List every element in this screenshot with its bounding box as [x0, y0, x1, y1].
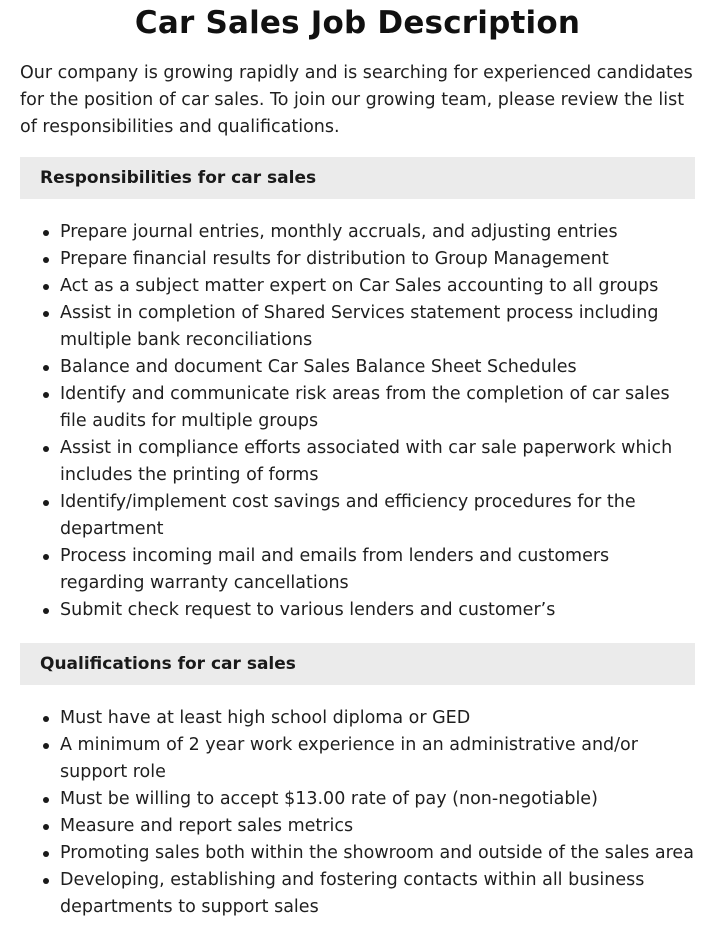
bullet-icon [43, 851, 49, 857]
bullet-icon [43, 500, 49, 506]
bullet-icon [43, 365, 49, 371]
intro-paragraph: Our company is growing rapidly and is searching for experienced candidates for the position of car sales. To join our growing team, please review the list of responsibilities and qualifications. [20, 63, 693, 137]
list-item-text: Balance and document Car Sales Balance Sheet Schedules [60, 357, 577, 377]
qualifications-header: Qualifications for car sales [20, 643, 695, 685]
list-item [60, 354, 695, 381]
bullet-icon [43, 743, 49, 749]
list-item-text: Assist in compliance efforts associated with car sale paperwork which includes the printing of forms [60, 438, 673, 485]
list-item [60, 381, 695, 435]
bullet-icon [43, 878, 49, 884]
list-item-text: Assist in completion of Shared Services statement process including multiple bank reconciliations [60, 303, 659, 350]
bullet-icon [43, 797, 49, 803]
list-item [60, 219, 695, 246]
list-item [60, 840, 695, 867]
list-item-text: Prepare journal entries, monthly accruals, and adjusting entries [60, 222, 618, 242]
list-item [60, 246, 695, 273]
bullet-icon [43, 392, 49, 398]
list-item [60, 300, 695, 354]
list-item [60, 786, 695, 813]
list-item-text: Process incoming mail and emails from lenders and customers regarding warranty cancellations [60, 546, 610, 593]
list-item [60, 867, 695, 921]
list-item-text: Must be willing to accept $13.00 rate of pay (non-negotiable) [60, 789, 598, 809]
list-item [60, 435, 695, 489]
list-item [60, 813, 695, 840]
qualifications-list [20, 705, 695, 921]
bullet-icon [43, 716, 49, 722]
list-item [60, 732, 695, 786]
page-title: Car Sales Job Description [134, 5, 581, 41]
bullet-icon [43, 257, 49, 263]
list-item [60, 705, 695, 732]
list-item-text: Act as a subject matter expert on Car Sales accounting to all groups [60, 276, 659, 296]
list-item-text: Identify/implement cost savings and efficiency procedures for the department [60, 492, 636, 539]
list-item-text: Must have at least high school diploma or GED [60, 708, 471, 728]
bullet-icon [43, 311, 49, 317]
bullet-icon [43, 230, 49, 236]
list-item [60, 489, 695, 543]
list-item [60, 273, 695, 300]
list-item-text: A minimum of 2 year work experience in an administrative and/or support role [60, 735, 638, 782]
list-item-text: Identify and communicate risk areas from the completion of car sales file audits for multiple groups [60, 384, 670, 431]
responsibilities-header: Responsibilities for car sales [20, 157, 695, 199]
list-item-text: Submit check request to various lenders and customer’s [60, 600, 556, 620]
bullet-icon [43, 824, 49, 830]
bullet-icon [43, 446, 49, 452]
bullet-icon [43, 284, 49, 290]
list-item-text: Measure and report sales metrics [60, 816, 354, 836]
bullet-icon [43, 554, 49, 560]
list-item [60, 597, 695, 624]
list-item-text: Promoting sales both within the showroom and outside of the sales area [60, 843, 694, 863]
bullet-icon [43, 608, 49, 614]
list-item [60, 543, 695, 597]
list-item-text: Developing, establishing and fostering contacts within all business departments to support sales [60, 870, 645, 917]
list-item-text: Prepare financial results for distribution to Group Management [60, 249, 609, 269]
responsibilities-list [20, 219, 695, 624]
